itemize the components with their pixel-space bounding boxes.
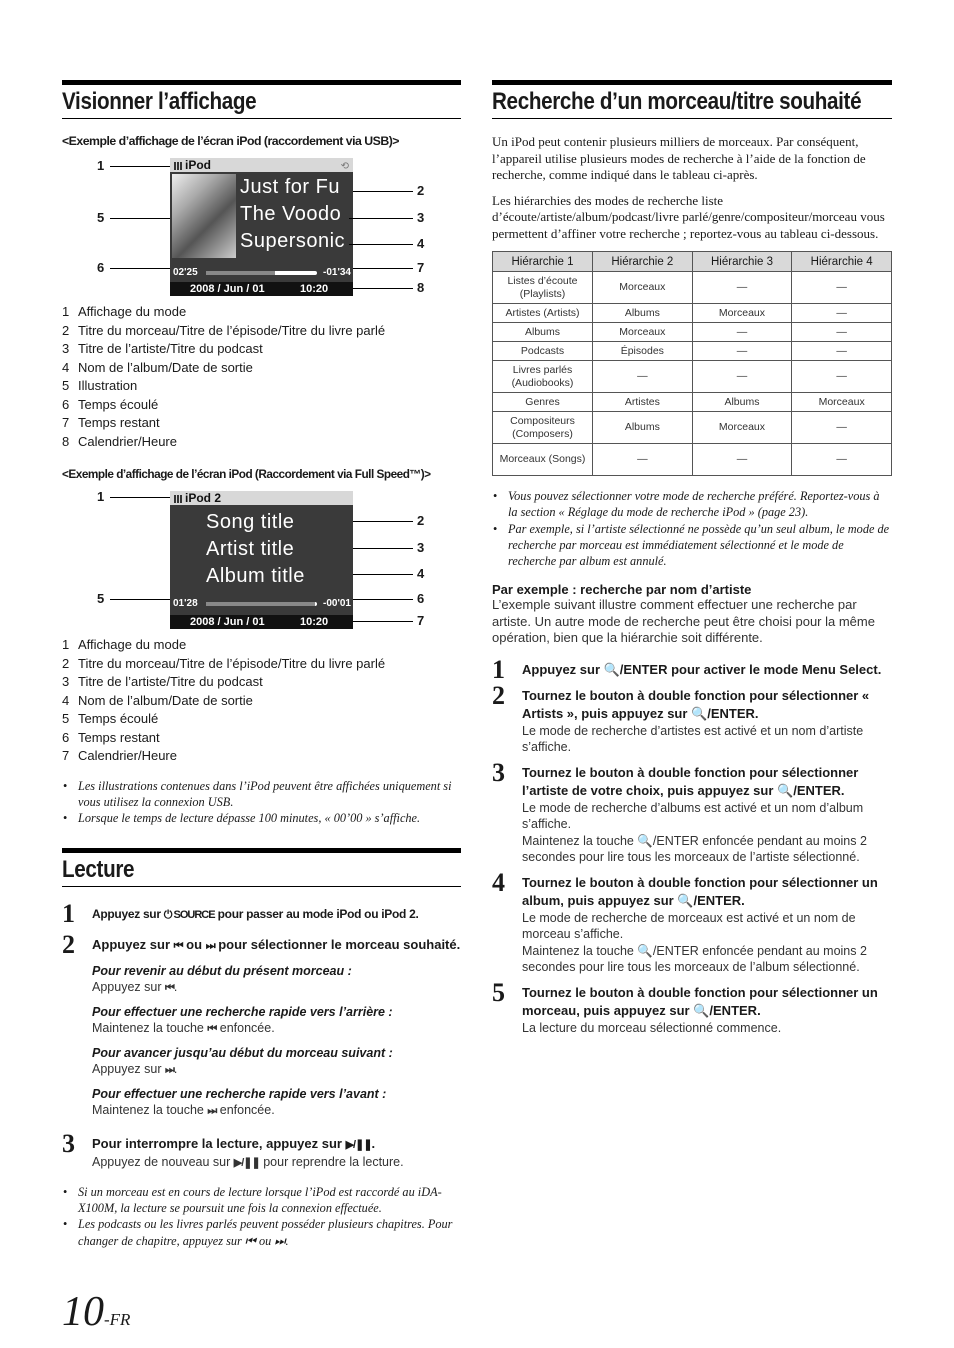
table-row: [493, 272, 892, 304]
list-item: 1 Affichage du mode: [62, 637, 187, 652]
callout-1: 1: [97, 158, 105, 173]
menu-grid-icon: [174, 162, 182, 170]
search-step-4: [492, 867, 892, 976]
example-text: L’exemple suivant illustre comment effectuer une recherche par artiste. Un autre mode de recherche peut être choisi pour la même opération, bien que la hiérarchie soit différente.: [492, 597, 875, 646]
album-artwork: [172, 174, 236, 258]
remaining-time: -01'34: [323, 267, 351, 278]
leader-line: [353, 191, 413, 192]
clock-bar: [170, 615, 353, 629]
table-cell: —: [792, 361, 892, 393]
table-cell: Artistes (Artists): [493, 304, 593, 323]
table-cell: Albums: [593, 304, 693, 323]
search-steps: [492, 654, 892, 1037]
leader-line: [353, 574, 413, 575]
screen-mode: iPod 2: [185, 491, 222, 505]
clock-bar: [170, 282, 353, 296]
table-cell: —: [692, 342, 792, 361]
table-cell: Albums: [593, 412, 693, 444]
leader-line: [110, 218, 170, 219]
table-cell: —: [692, 272, 792, 304]
previous-track-icon: ⏮: [173, 940, 183, 953]
lecture-step-3: [62, 1129, 461, 1172]
step-text: Appuyez sur ⏮ ou ⏭ pour sélectionner le morceau souhaité.: [92, 936, 461, 955]
table-row: [493, 342, 892, 361]
date: 2008 / Jun / 01: [190, 283, 265, 295]
section-header-search: [492, 80, 892, 119]
play-pause-icon: ▶/❚❚: [233, 1157, 260, 1170]
sub-instruction: Pour revenir au début du présent morceau : Appuyez sur ⏮.: [92, 964, 352, 995]
notes-lecture: [62, 1184, 461, 1249]
table-cell: Compositeurs (Composers): [493, 412, 593, 444]
search-step-2: [492, 680, 892, 756]
table-cell: Morceaux: [792, 393, 892, 412]
sub-instruction: Pour avancer jusqu’au début du morceau suivant : Appuyez sur ⏭.: [92, 1046, 393, 1077]
list-item: 8 Calendrier/Heure: [62, 433, 177, 449]
column-header: Hiérarchie 1: [493, 252, 593, 272]
table-header-row: [493, 252, 892, 272]
step-desc: Le mode de recherche d’artistes est activé et un nom d’artiste s’affiche.: [522, 723, 864, 755]
intro-paragraph: Les hiérarchies des modes de recherche liste d’écoute/artiste/album/podcast/livre parlé/genre/compositeur/morceau vous permettent d’affiner votre recherche ; reportez-vous au tableau ci-dessous.: [492, 192, 885, 241]
clock: 10:20: [300, 616, 329, 628]
ipod-screen-usb: [170, 158, 353, 296]
screen-mode: iPod: [185, 158, 211, 172]
table-row: [493, 304, 892, 323]
callout-6: 6: [417, 591, 425, 606]
column-header: Hiérarchie 2: [593, 252, 693, 272]
list-item: 6 Temps restant: [62, 729, 160, 745]
callout-2: 2: [417, 183, 425, 198]
table-cell: Genres: [493, 393, 593, 412]
next-track-icon: ⏭: [207, 1105, 217, 1118]
next-track-icon: ⏭: [164, 1064, 174, 1077]
left-column: [62, 80, 461, 1249]
callout-4: 4: [417, 236, 425, 251]
next-track-icon: ⏭: [205, 940, 215, 953]
example2-title: <Exemple d’affichage de l’écran iPod (Raccordement via Full Speed™)>: [62, 467, 431, 481]
notes-search: [492, 488, 892, 569]
callout-5: 5: [97, 591, 105, 606]
table-row: [493, 361, 892, 393]
step-text: Pour interrompre la lecture, appuyez sur ▶/❚❚.: [92, 1135, 461, 1154]
right-column: [492, 80, 892, 1036]
step-number: 5: [492, 977, 505, 1007]
list-item: 2 Titre du morceau/Titre de l’épisode/Titre du livre parlé: [62, 322, 386, 338]
list-item: 3 Titre de l’artiste/Titre du podcast: [62, 341, 263, 356]
screen-lines: [240, 174, 345, 255]
table-cell: —: [692, 444, 792, 476]
lecture-step-1: [62, 899, 461, 929]
search-step-5: [492, 977, 892, 1037]
table-cell: Albums: [493, 323, 593, 342]
table-cell: Podcasts: [493, 342, 593, 361]
step-text: Tournez le bouton à double fonction pour sélectionner l’artiste de votre choix, puis appuyez sur 🔍/ENTER.: [522, 764, 859, 798]
list-item: 6 Temps écoulé: [62, 396, 159, 412]
figure-fullspeed-screen: [62, 489, 461, 637]
progress-fill: [206, 602, 315, 606]
step-text: Tournez le bouton à double fonction pour sélectionner « Artists », puis appuyez sur 🔍/ENTER.: [522, 687, 870, 721]
screen-line: Just for Fu: [240, 176, 340, 198]
previous-track-icon: ⏮: [164, 982, 174, 995]
progress-bar: [206, 602, 317, 606]
step-number: 1: [62, 899, 75, 929]
lecture-step-2: [62, 930, 461, 1119]
step-number: 3: [62, 1129, 75, 1159]
callout-1: 1: [97, 489, 105, 504]
list-item: 5 Illustration: [62, 378, 138, 393]
note-item: • Lorsque le temps de lecture dépasse 100 minutes, « 00’00 » s’affiche.: [62, 810, 461, 826]
table-cell: —: [792, 342, 892, 361]
leader-line: [353, 521, 413, 522]
callout-4: 4: [417, 566, 425, 581]
leader-line: [353, 288, 413, 289]
screen-line: Album title: [206, 565, 305, 587]
leader-line: [349, 244, 413, 245]
table-cell: —: [692, 323, 792, 342]
leader-line: [110, 497, 170, 498]
leader-line: [110, 166, 170, 167]
table-cell: —: [792, 272, 892, 304]
list-item: 1 Affichage du mode: [62, 304, 187, 319]
screen-line: Artist title: [206, 538, 295, 560]
leader-line: [110, 268, 170, 269]
note-item: • Vous pouvez sélectionner votre mode de recherche préféré. Reportez-vous à la section « Réglage du mode de recherche iPod » (page 23).: [492, 488, 892, 521]
section-title-search: Recherche d’un morceau/titre souhaité: [492, 88, 862, 115]
table-cell: Artistes: [593, 393, 693, 412]
step-desc: Appuyez de nouveau sur ▶/❚❚ pour reprendre la lecture.: [92, 1154, 461, 1172]
hierarchy-table: [492, 251, 892, 476]
page-number: 10-FR: [62, 1289, 131, 1335]
menu-grid-icon: [174, 495, 182, 503]
elapsed-time: 01'28: [173, 598, 198, 609]
figure-usb-screen: [62, 156, 461, 304]
note-item: • Les illustrations contenues dans l’iPod peuvent être affichées uniquement si vous utilisez la connexion USB.: [62, 778, 461, 811]
table-cell: —: [792, 304, 892, 323]
table-cell: Albums: [692, 393, 792, 412]
list-item: 7 Temps restant: [62, 415, 160, 430]
table-cell: —: [593, 361, 693, 393]
note-item: • Si un morceau est en cours de lecture lorsque l’iPod est raccordé au iDA-X100M, la lecture se poursuit une fois la connexion effectuée.: [62, 1184, 461, 1217]
search-step-3: [492, 757, 892, 866]
step-text: Tournez le bouton à double fonction pour sélectionner un morceau, puis appuyez sur 🔍/ENTER.: [522, 984, 878, 1018]
table-cell: Morceaux: [692, 304, 792, 323]
step-number: 3: [492, 757, 505, 787]
step-desc: Le mode de recherche d’albums est activé et un nom d’album s’affiche.: [522, 800, 864, 832]
screen-line: The Voodo: [240, 203, 342, 225]
remaining-time: -00'01: [323, 598, 351, 609]
clock: 10:20: [300, 283, 329, 295]
sub-instruction: Pour effectuer une recherche rapide vers l’arrière : Maintenez la touche ⏮ enfoncée.: [92, 1005, 393, 1036]
step-number: 2: [492, 680, 505, 710]
callout-6: 6: [97, 260, 105, 275]
table-row: [493, 323, 892, 342]
progress-fill: [206, 271, 275, 275]
table-row: [493, 444, 892, 476]
table-cell: —: [792, 412, 892, 444]
notes-display: [62, 778, 461, 827]
step-desc: La lecture du morceau sélectionné commence.: [522, 1020, 782, 1035]
screen-line: Song title: [206, 511, 295, 533]
callout-3: 3: [417, 210, 425, 225]
leader-line: [353, 268, 413, 269]
section-title-display: Visionner l’affichage: [62, 88, 257, 115]
step-number: 1: [492, 654, 505, 684]
note-item: • Les podcasts ou les livres parlés peuvent posséder plusieurs chapitres. Pour changer de chapitre, appuyez sur ⏮ ou ⏭.: [62, 1216, 461, 1249]
leader-line: [353, 621, 413, 622]
search-step-1: [492, 654, 892, 684]
table-cell: Livres parlés (Audiobooks): [493, 361, 593, 393]
step-desc: Maintenez la touche 🔍/ENTER enfoncée pendant au moins 2 secondes pour lire tous les morceaux de l’artiste sélectionné.: [522, 833, 867, 865]
table-cell: —: [792, 323, 892, 342]
section-header-lecture: [62, 848, 461, 887]
table-cell: —: [792, 444, 892, 476]
step-desc: Le mode de recherche de morceaux est activé et un nom de morceau s’affiche.: [522, 910, 856, 942]
section-title-lecture: Lecture: [62, 856, 135, 884]
leader-line: [349, 218, 413, 219]
list-item: 7 Calendrier/Heure: [62, 748, 177, 763]
callout-7: 7: [417, 613, 425, 628]
note-item: • Par exemple, si l’artiste sélectionné ne possède qu’un seul album, le mode de recherche par morceau est immédiatement sélectionné et le mode de recherche par album est annulé.: [492, 521, 892, 570]
step-desc: Maintenez la touche 🔍/ENTER enfoncée pendant au moins 2 secondes pour lire tous les morceaux de l’album sélectionné.: [522, 943, 867, 975]
callout-8: 8: [417, 280, 425, 295]
step-number: 4: [492, 867, 505, 897]
table-cell: Épisodes: [593, 342, 693, 361]
step-number: 2: [62, 930, 75, 960]
table-cell: Listes d’écoute (Playlists): [493, 272, 593, 304]
column-header: Hiérarchie 4: [792, 252, 892, 272]
legend-list-usb: [62, 303, 461, 451]
table-cell: —: [692, 361, 792, 393]
list-item: 2 Titre du morceau/Titre de l’épisode/Titre du livre parlé: [62, 655, 386, 671]
elapsed-time: 02'25: [173, 267, 198, 278]
step-text: Appuyez sur 🔍/ENTER pour activer le mode Menu Select.: [522, 661, 882, 677]
screen-mode-bar: [170, 491, 353, 505]
date: 2008 / Jun / 01: [190, 616, 265, 628]
source-power-icon: ⏻ SOURCE: [163, 909, 215, 922]
sub-instruction: Pour effectuer une recherche rapide vers l’avant : Maintenez la touche ⏭ enfoncée.: [92, 1087, 387, 1118]
callout-2: 2: [417, 513, 425, 528]
progress-bar: [206, 271, 317, 275]
list-item: 5 Temps écoulé: [62, 711, 159, 726]
intro-paragraph: Un iPod peut contenir plusieurs milliers de morceaux. Par conséquent, l’appareil utilise plusieurs modes de recherche à l’aide de la fonction de recherche, comme indiqué dans le tableau ci-après.: [492, 134, 866, 182]
list-item: 4 Nom de l’album/Date de sortie: [62, 692, 253, 708]
step-text: Tournez le bouton à double fonction pour sélectionner un album, puis appuyez sur 🔍/ENTER.: [522, 874, 878, 908]
progress-row: [170, 266, 353, 280]
previous-track-icon: ⏮: [207, 1023, 217, 1036]
leader-line: [353, 599, 413, 600]
table-cell: —: [593, 444, 693, 476]
repeat-icon: ⟲: [340, 161, 349, 172]
column-header: Hiérarchie 3: [692, 252, 792, 272]
table-row: [493, 412, 892, 444]
table-row: [493, 393, 892, 412]
list-item: 3 Titre de l’artiste/Titre du podcast: [62, 674, 263, 689]
screen-lines: [206, 509, 305, 590]
callout-7: 7: [417, 260, 425, 275]
example-heading: Par exemple : recherche par nom d’artiste: [492, 582, 752, 598]
table-cell: Morceaux: [593, 323, 693, 342]
table-cell: Morceaux: [692, 412, 792, 444]
leader-line: [110, 599, 170, 600]
callout-3: 3: [417, 540, 425, 555]
section-header-display: [62, 80, 461, 119]
table-body: [493, 272, 892, 476]
progress-row: [170, 597, 353, 611]
step-text: Appuyez sur ⏻ SOURCE pour passer au mode iPod ou iPod 2.: [92, 905, 461, 924]
screen-mode-bar: [170, 158, 353, 172]
ipod-screen-fullspeed: [170, 491, 353, 629]
callout-5: 5: [97, 210, 105, 225]
table-cell: Morceaux (Songs): [493, 444, 593, 476]
play-pause-icon: ▶/❚❚: [345, 1139, 372, 1152]
example1-title: <Exemple d’affichage de l’écran iPod (raccordement via USB)>: [62, 134, 399, 148]
page-suffix: -FR: [104, 1310, 131, 1329]
legend-list-fullspeed: [62, 636, 461, 766]
screen-line: Supersonic: [240, 230, 346, 252]
list-item: 4 Nom de l’album/Date de sortie: [62, 359, 253, 375]
leader-line: [353, 548, 413, 549]
table-cell: Morceaux: [593, 272, 693, 304]
